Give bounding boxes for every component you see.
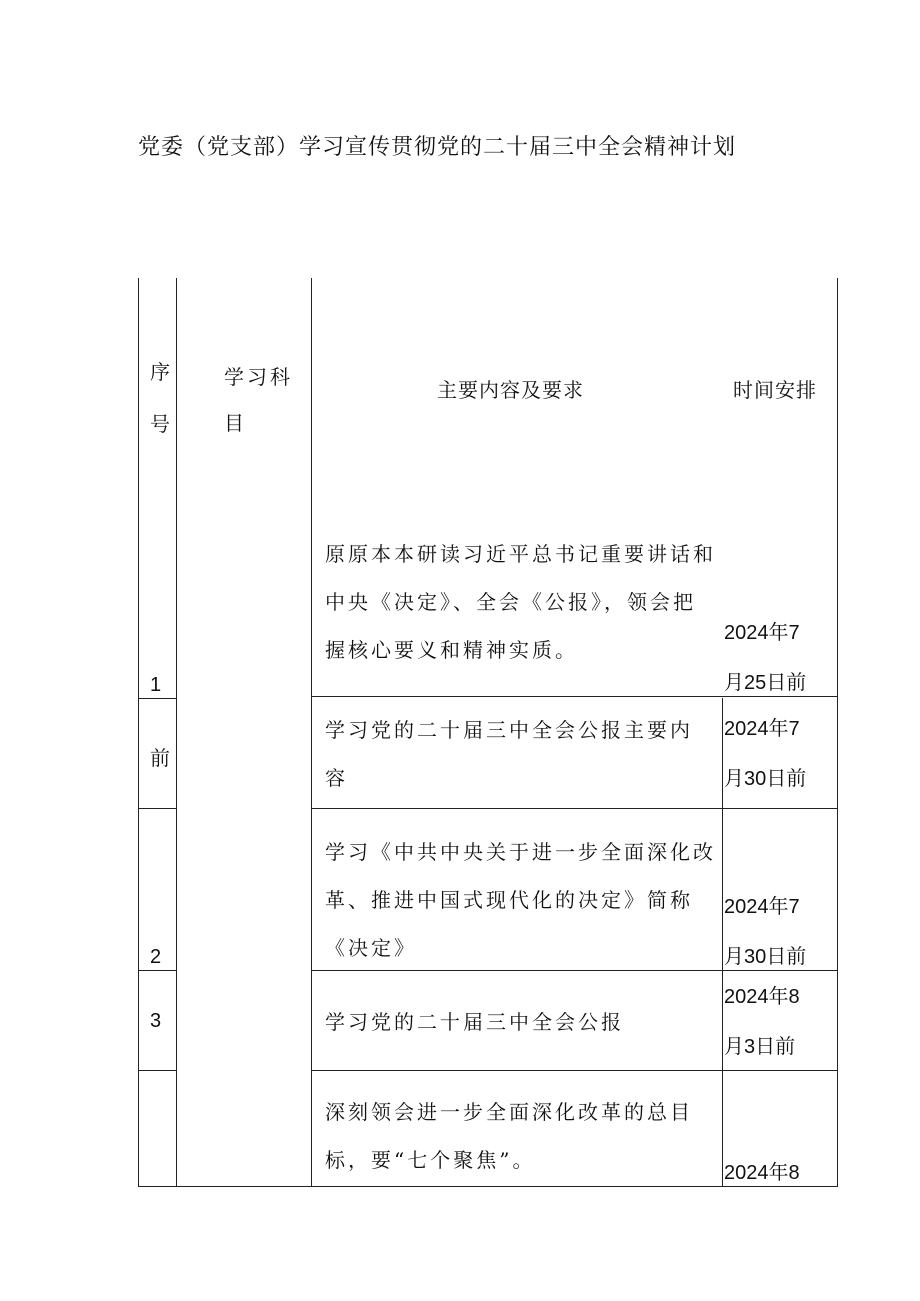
- header-seq: [150, 346, 170, 450]
- row-4-time: 2024年8 月3日前: [724, 986, 800, 1058]
- document-title: 党委（党支部）学习宣传贯彻党的二十届三中全会精神计划: [138, 135, 737, 160]
- row-2-content: 学习党的二十届三中全会公报主要内 容: [325, 718, 693, 790]
- header-subject-line2: 目: [224, 411, 247, 435]
- table-border-left: [138, 278, 139, 1187]
- table-row-divider: [311, 808, 837, 809]
- table-divider-subject: [311, 278, 312, 1187]
- row-3-time: 2024年7 月30日前: [724, 896, 807, 968]
- row-4-seq: 3: [150, 1010, 162, 1032]
- header-seq-line1: 序: [150, 360, 170, 384]
- header-content: 主要内容及要求: [437, 378, 584, 402]
- row-3-content: 学习《中共中央关于进一步全面深化改 革、推进中国式现代化的决定》简称 《决定》: [325, 840, 716, 960]
- header-subject-line1: 学习科: [224, 365, 293, 389]
- row-1-content: 原原本本研读习近平总书记重要讲话和 中央《决定》、全会《公报》，领会把 握核心要义和精神实质。: [325, 542, 716, 662]
- table-border-right: [837, 278, 838, 1187]
- header-subject: [224, 354, 293, 446]
- row-1-time: 2024年7 月25日前: [724, 622, 807, 694]
- row-5-time: 2024年8: [724, 1162, 800, 1184]
- table-divider-seq: [176, 278, 177, 1187]
- table-divider-content: [722, 698, 723, 1187]
- row-3-seq: 2: [150, 946, 162, 968]
- row-2-time: 2024年7 月30日前: [724, 718, 807, 790]
- table-row-divider: [138, 808, 176, 809]
- row-1-seq: 1: [150, 674, 162, 696]
- header-time: 时间安排: [733, 378, 817, 402]
- row-4-content: 学习党的二十届三中全会公报: [325, 1010, 624, 1034]
- row-5-content: 深刻领会进一步全面深化改革的总目 标，要“七个聚焦”。: [325, 1100, 693, 1172]
- header-seq-line2: 号: [150, 412, 170, 436]
- table-row-divider: [138, 1070, 176, 1071]
- row-2-seq: 前: [150, 746, 170, 770]
